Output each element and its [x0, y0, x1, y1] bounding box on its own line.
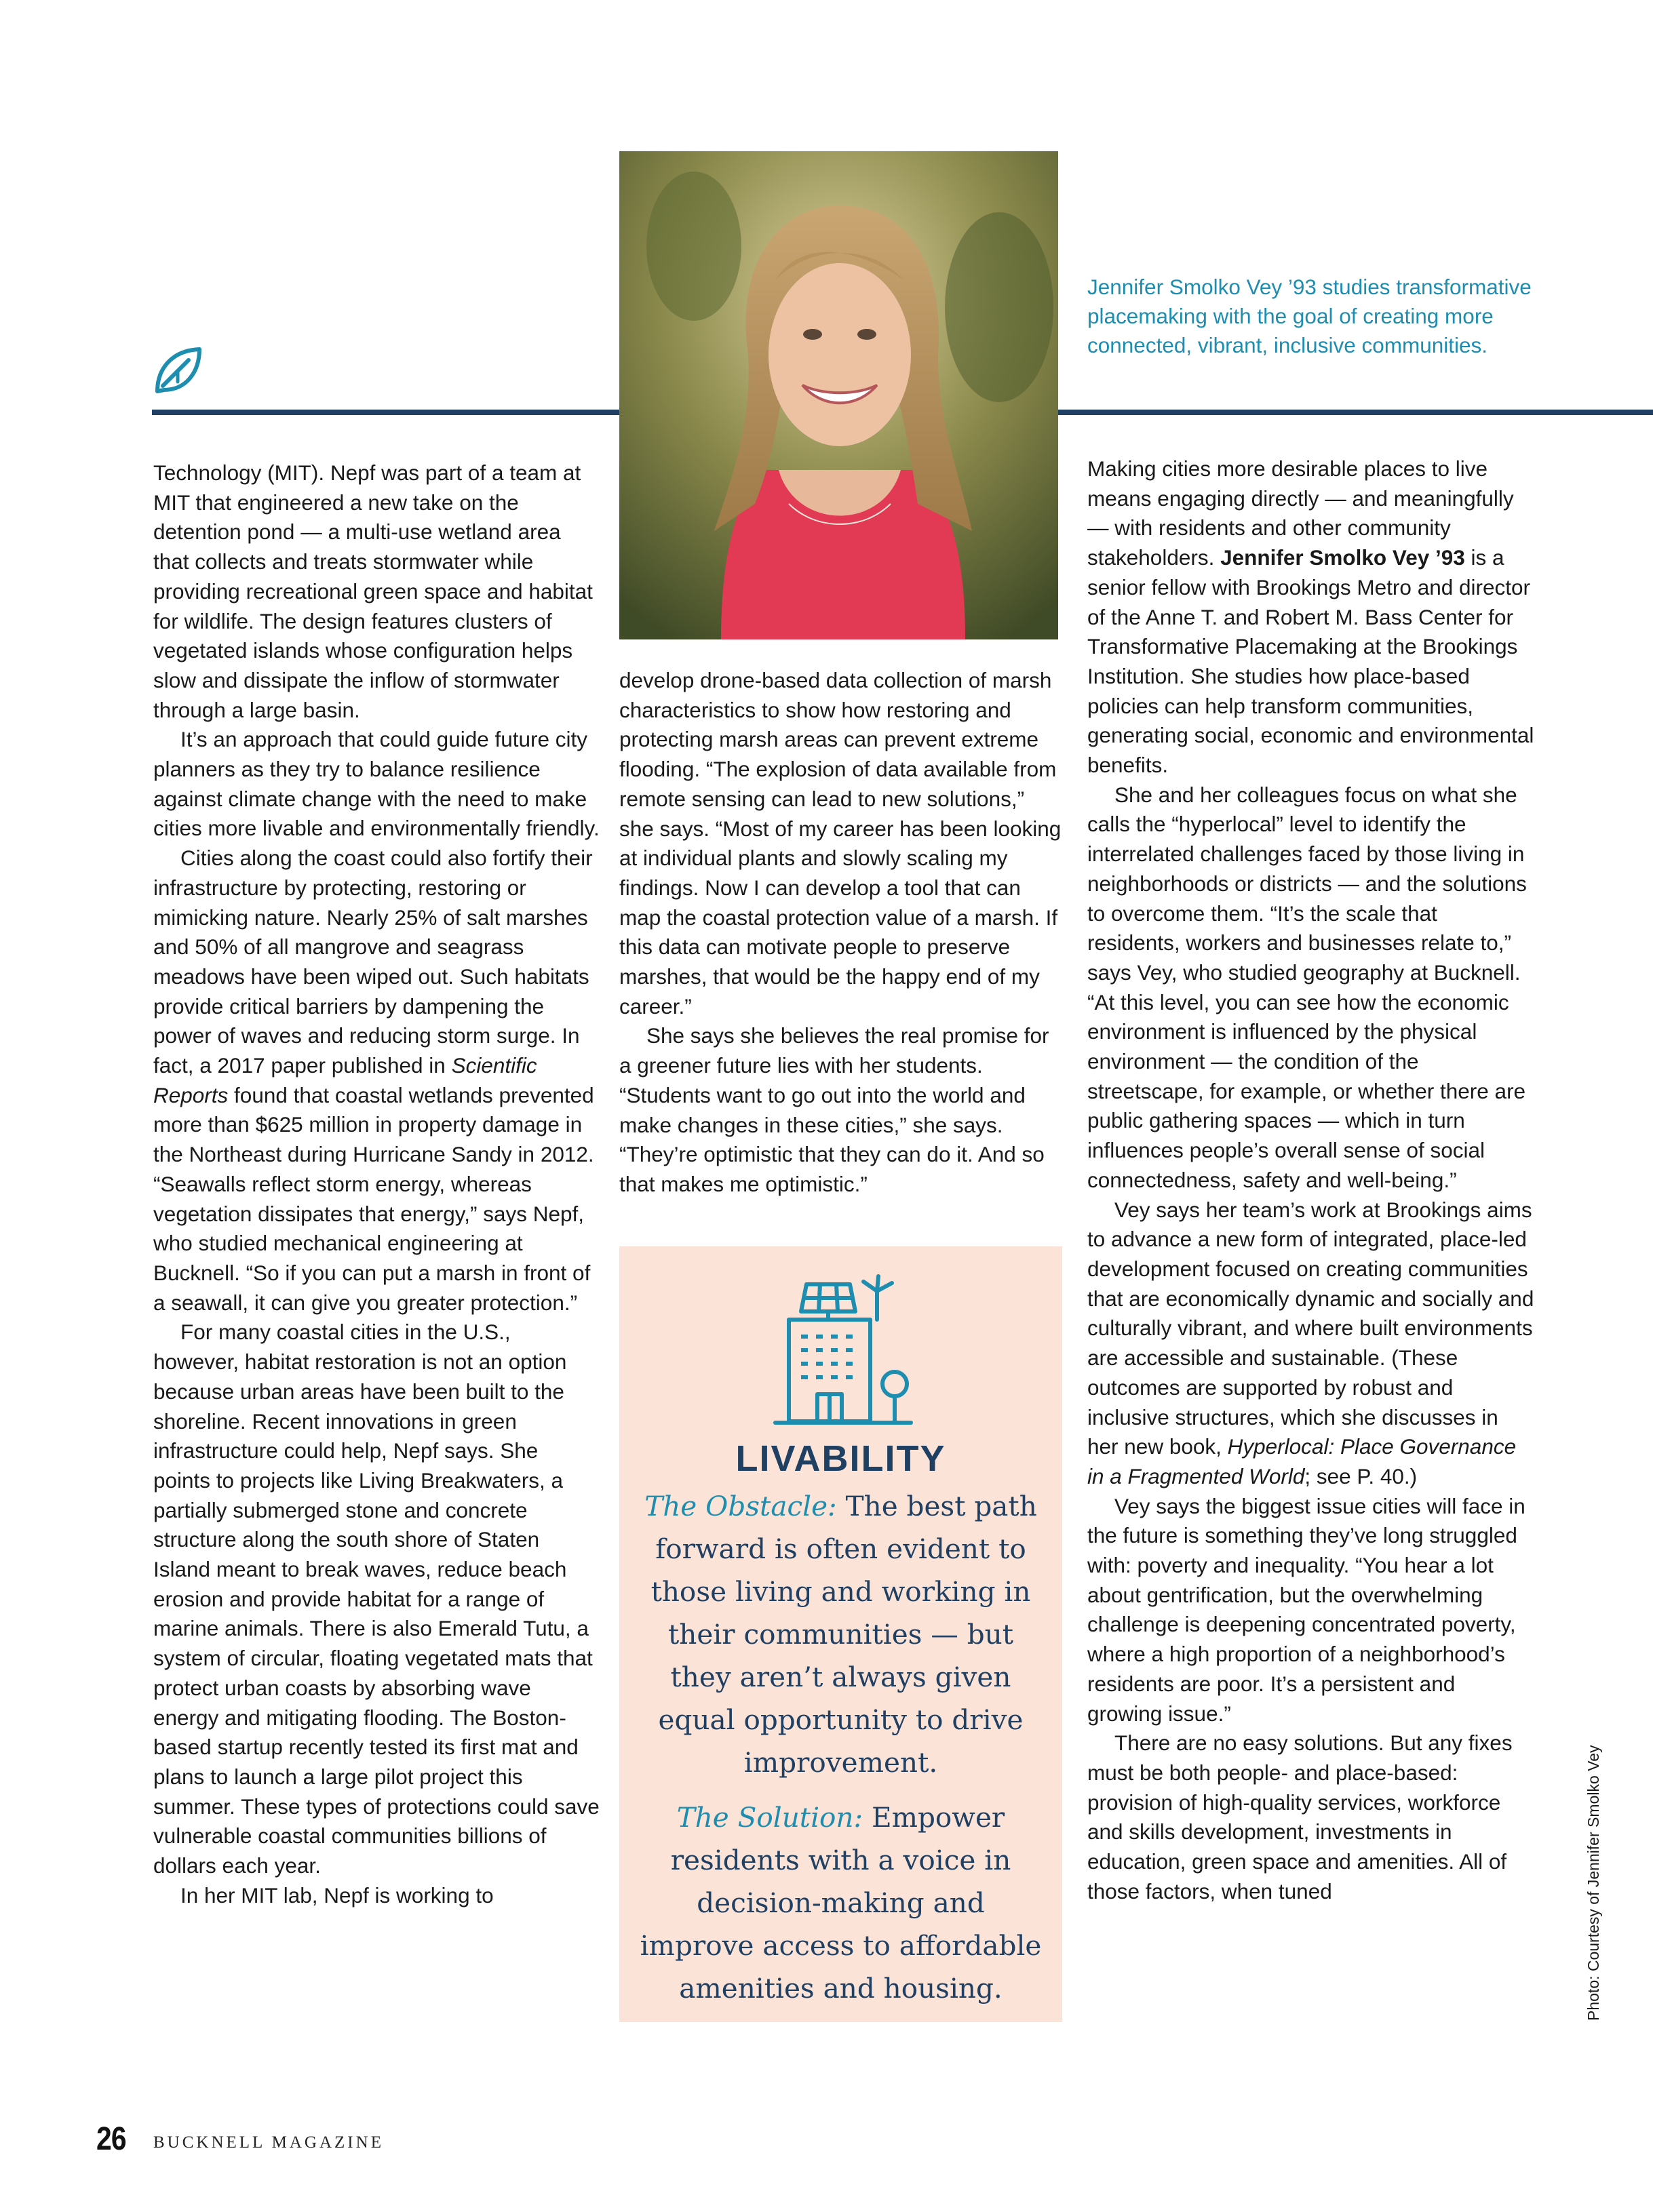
publication-name: BUCKNELL MAGAZINE [153, 2133, 384, 2152]
paragraph [153, 844, 601, 1318]
paragraph: There are no easy solutions. But any fixes must be both people- and place-based: provision of high-quality services, workforce and skills development, investments in education, green space and amenities. All of those factors, when tuned [1087, 1731, 1513, 1903]
article-column-left [153, 458, 601, 1910]
section-rule-left [152, 410, 621, 415]
article-column-middle [619, 666, 1062, 1200]
paragraph: She and her colleagues focus on what she calls the “hyperlocal” level to identify the interrelated challenges faced by those living in neighborhoods or districts — and the solutions to overcome them. “It’s the scale that residents, workers and businesses relate to,” says Vey, who studied geography at Bucknell. “At this level, you can see how the economic environment is influenced by the physical environment — the condition of the streetscape, for example, or whether there are public gathering spaces — which in turn influences people’s overall sense of social connectedness, safety and well-being.” [1087, 782, 1527, 1192]
book-title: Hyperlocal: Place Governance in a Fragmented World [1087, 1434, 1517, 1488]
text-run: Making cities more desirable places to live means engaging directly — and meaningfully — with residents and other community stakeholders. [1087, 456, 1514, 570]
section-rule-right [1057, 410, 1653, 415]
paragraph: For many coastal cities in the U.S., however, habitat restoration is not an option because urban areas have been built to the shoreline. Recent innovations in green infrastructure could help, Nepf says. She points to projects like Living Breakwaters, a partially submerged stone and concrete structure along the south shore of Staten Island meant to break waves, reduce beach erosion and provide habitat for a range of marine animals. There is also Emerald Tutu, a system of circular, floating vegetated mats that protect urban coasts by absorbing wave energy and mitigating flooding. The Boston-based startup recently tested its first mat and plans to launch a large pilot project this summer. These types of protections could save vulnerable coastal communities billions of dollars each year. [153, 1320, 600, 1878]
text-run: is a senior fellow with Brookings Metro and director of the Anne T. and Robert M. Bass Center for Transformative Placemaking at the Brookings Institution. She studies how place-based policies can help transform communities, generating social, economic and environmental benefits. [1087, 545, 1534, 778]
leaf-icon [151, 342, 206, 398]
livability-sidebar [619, 1246, 1062, 2022]
paragraph: It’s an approach that could guide future city planners as they try to balance resilience against climate change with the need to make cities more livable and environmentally friendly. [153, 727, 600, 841]
paragraph: Vey says the biggest issue cities will face in the future is something they’ve long struggled with: poverty and inequality. “You hear a lot about gentrification, but the overwhelming challenge is deepening concentrated poverty, where a high proportion of a neighborhood’s residents are poor. It’s a persistent and growing issue.” [1087, 1493, 1525, 1726]
sidebar-title: LIVABILITY [735, 1438, 946, 1479]
paragraph: In her MIT lab, Nepf is working to [180, 1882, 494, 1908]
paragraph: Technology (MIT). Nepf was part of a team at MIT that engineered a new take on the detention pond — a multi-use wetland area that collects and treats stormwater while providing recreational green space and habitat for wildlife. The design features clusters of vegetated islands whose configuration helps slow and dissipate the inflow of stormwater through a large basin. [153, 460, 593, 722]
text-run: Cities along the coast could also fortify their infrastructure by protecting, restoring or mimicking nature. Nearly 25% of salt marshes and 50% of all mangrove and seagrass meadows have been wiped out. Such habitats provide critical barriers by dampening the power of waves and reducing storm surge. In fact, a 2017 paper published in [153, 846, 593, 1078]
text-run: ; see P. 40.) [1304, 1463, 1418, 1488]
obstacle-statement [640, 1485, 1042, 1784]
sidebar-body [640, 1485, 1042, 2022]
article-column-right [1087, 454, 1535, 1906]
obstacle-label: The Obstacle: [644, 1490, 837, 1522]
page-number: 26 [96, 2121, 126, 2157]
solution-text: Empower residents with a voice in decision-making and improve access to affordable amenities and housing. [640, 1801, 1042, 2004]
building-solar-wind-icon [762, 1272, 925, 1435]
portrait-photo [619, 151, 1058, 639]
paragraph: She says she believes the real promise for a greener future lies with her students. “Students want to go out into the world and make changes in these cities,” she says. “They’re optimistic that they can do it. And so that makes me optimistic.” [619, 1023, 1049, 1196]
text-run: found that coastal wetlands prevented more than $625 million in property damage in the Northeast during Hurricane Sandy in 2012. “Seawalls reflect storm energy, whereas vegetation dissipates that energy,” says Nepf, who studied mechanical engineering at Bucknell. “So if you can put a marsh in front of a seawall, it can give you greater protection.” [153, 1082, 594, 1315]
paragraph [1087, 1196, 1535, 1492]
solution-statement [640, 1796, 1042, 2010]
photo-caption: Jennifer Smolko Vey ’93 studies transformative placemaking with the goal of creating more connected, vibrant, inclusive communities. [1087, 275, 1532, 357]
journal-title: Scientific Reports [153, 1053, 537, 1107]
paragraph: develop drone-based data collection of marsh characteristics to show how restoring and protecting marsh areas can prevent extreme flooding. “The explosion of data available from remote sensing can lead to new solutions,” she says. “Most of my career has been looking at individual plants and slowly scaling my findings. Now I can develop a tool that can map the coastal protection value of a marsh. If this data can motivate people to preserve marshes, that would be the happy end of my career.” [619, 668, 1062, 1019]
subject-name: Jennifer Smolko Vey ’93 [1220, 545, 1465, 570]
paragraph [1087, 454, 1535, 781]
solution-label: The Solution: [676, 1801, 863, 1834]
text-run: Vey says her team’s work at Brookings aims to advance a new form of integrated, place-led development focused on creating communities that are economically dynamic and socially and culturally vibrant, and where built environments are accessible and sustainable. (These outcomes are supported by robust and inclusive structures, which she discusses in her new book, [1087, 1197, 1534, 1459]
obstacle-text: The best path forward is often evident to those living and working in their communities — but they aren’t always given equal opportunity to drive improvement. [650, 1490, 1037, 1779]
photo-credit: Photo: Courtesy of Jennifer Smolko Vey [1584, 1745, 1602, 2021]
